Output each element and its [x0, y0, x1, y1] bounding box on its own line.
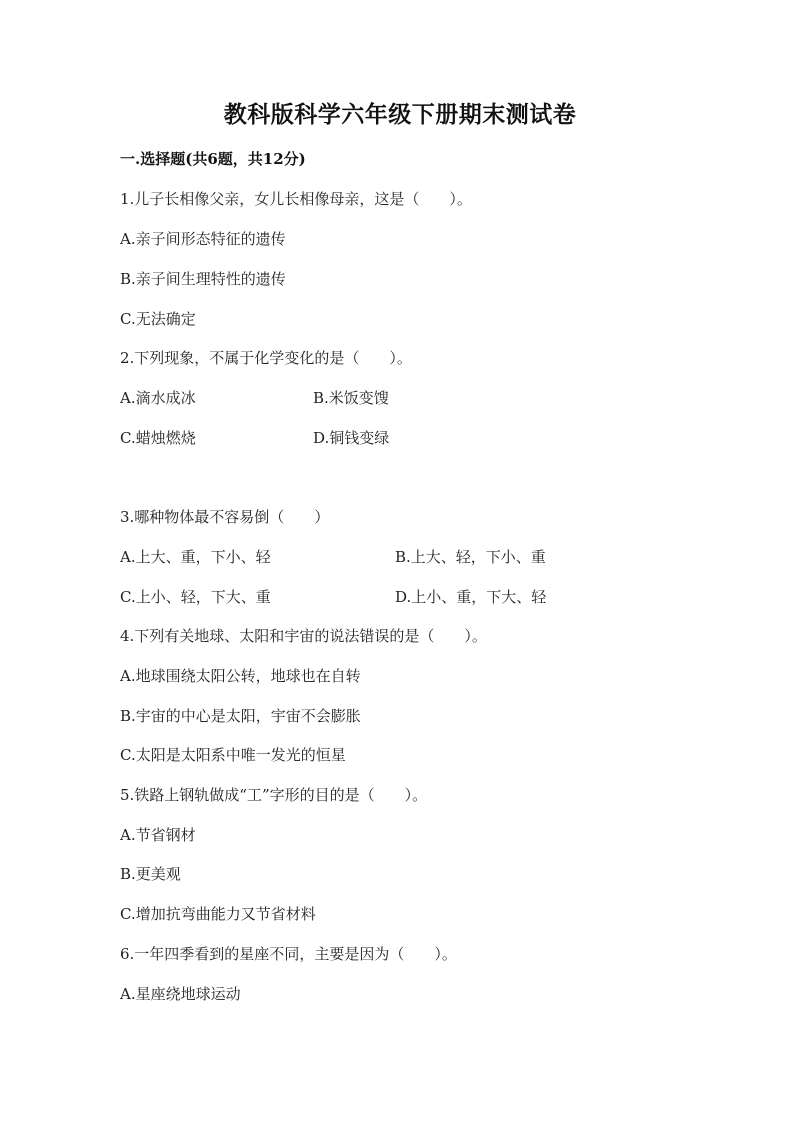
- question-stem: 2.下列现象，不属于化学变化的是（ ）。: [120, 349, 412, 367]
- answer-option: C.上小、轻，下大、重: [120, 588, 271, 606]
- answer-option: B.米饭变馊: [313, 389, 389, 407]
- answer-option: D.上小、重，下大、轻: [395, 588, 547, 606]
- answer-option: C.蜡烛燃烧: [120, 429, 196, 447]
- section-heading: 一.选择题(共6题，共12分): [120, 150, 306, 168]
- answer-option: A.滴水成冰: [120, 389, 196, 407]
- question-stem: 5.铁路上钢轨做成“工”字形的目的是（ ）。: [120, 786, 428, 804]
- answer-option: A.地球围绕太阳公转，地球也在自转: [120, 667, 361, 685]
- answer-option: B.宇宙的中心是太阳，宇宙不会膨胀: [120, 707, 361, 725]
- answer-option: C.增加抗弯曲能力又节省材料: [120, 905, 316, 923]
- answer-option: B.亲子间生理特性的遗传: [120, 270, 286, 288]
- page-title: 教科版科学六年级下册期末测试卷: [223, 101, 577, 128]
- answer-option: A.节省钢材: [120, 826, 196, 844]
- answer-option: A.亲子间形态特征的遗传: [120, 230, 286, 248]
- answer-option: C.太阳是太阳系中唯一发光的恒星: [120, 746, 346, 764]
- question-stem: 3.哪种物体最不容易倒（ ）: [120, 508, 330, 526]
- answer-option: B.更美观: [120, 865, 181, 883]
- answer-option: B.上大、轻，下小、重: [395, 548, 546, 566]
- answer-option: D.铜钱变绿: [313, 429, 390, 447]
- question-stem: 4.下列有关地球、太阳和宇宙的说法错误的是（ ）。: [120, 627, 487, 645]
- answer-option: C.无法确定: [120, 310, 196, 328]
- question-stem: 1.儿子长相像父亲，女儿长相像母亲，这是（ ）。: [120, 190, 472, 208]
- question-stem: 6.一年四季看到的星座不同，主要是因为（ ）。: [120, 945, 457, 963]
- answer-option: A.星座绕地球运动: [120, 985, 241, 1003]
- answer-option: A.上大、重，下小、轻: [120, 548, 271, 566]
